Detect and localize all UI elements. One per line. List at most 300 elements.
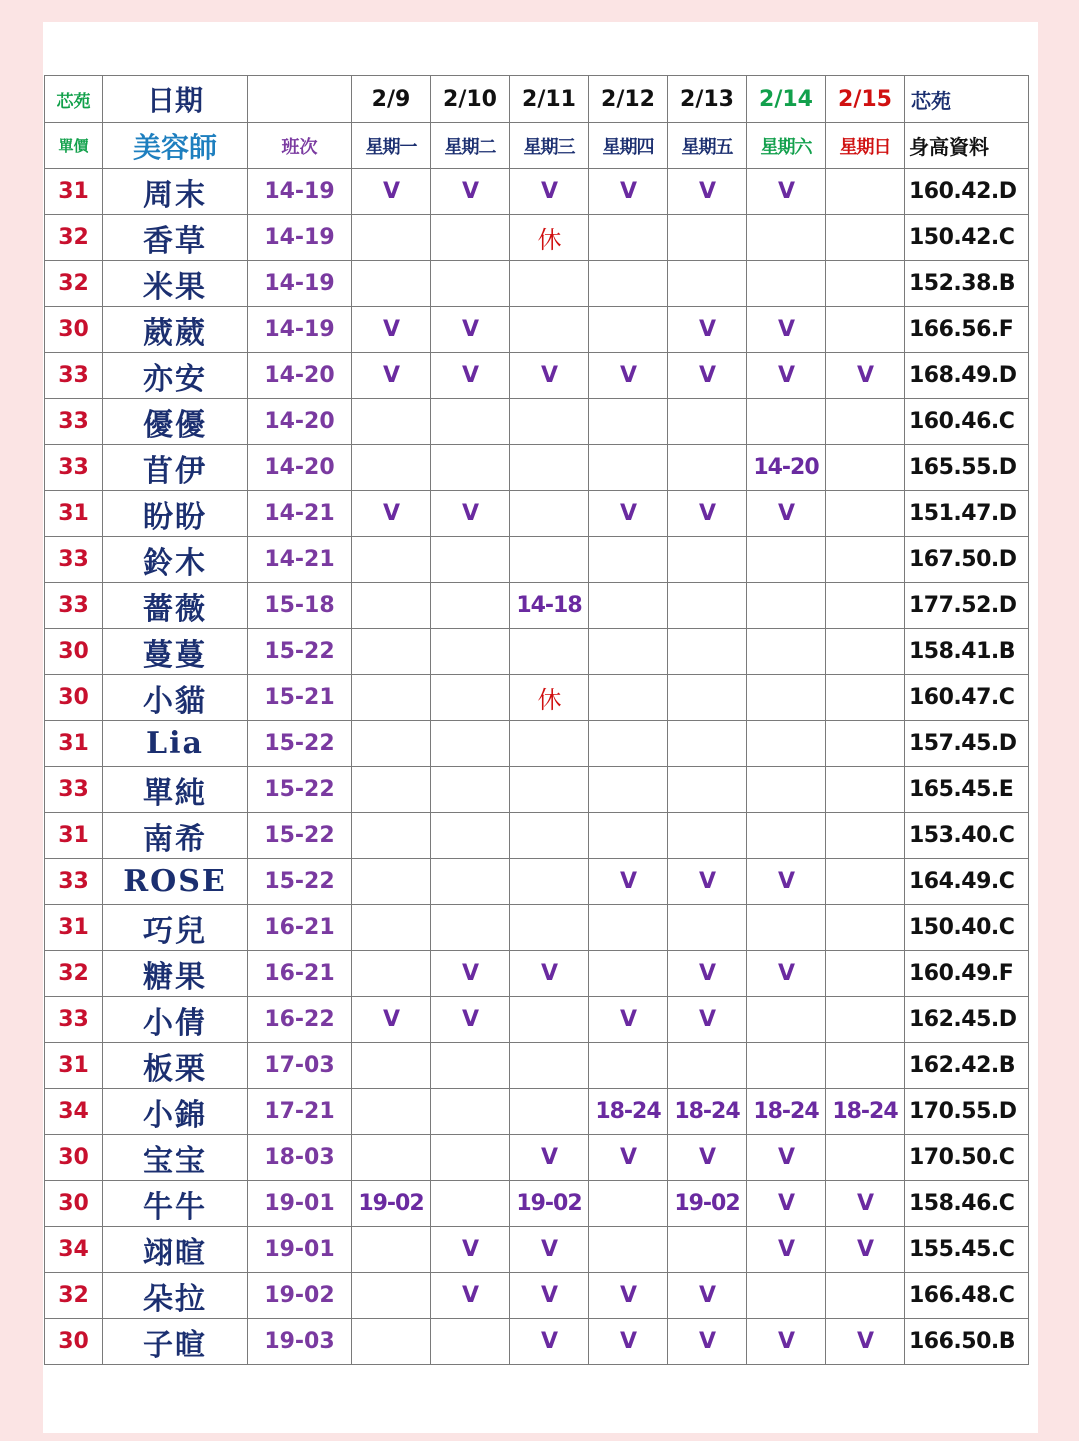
table-row (45, 1043, 1029, 1089)
beautician-name-cell: ROSE (103, 859, 248, 905)
table-row (45, 1319, 1029, 1365)
day-cell-sat: 18-24 (747, 1089, 826, 1135)
beautician-name-cell: 香草 (103, 215, 248, 261)
day-cell-wed (510, 261, 589, 307)
unit-price-cell: 33 (45, 767, 103, 813)
day-cell-sun: 18-24 (826, 1089, 905, 1135)
day-cell-mon (352, 813, 431, 859)
table-row (45, 445, 1029, 491)
height-data-cell: 151.47.D (905, 491, 1029, 537)
day-cell-thu (589, 261, 668, 307)
unit-price-cell: 30 (45, 1181, 103, 1227)
day-cell-sun (826, 767, 905, 813)
day-cell-sun (826, 215, 905, 261)
beautician-name-cell: 小錦 (103, 1089, 248, 1135)
day-cell-sun (826, 997, 905, 1043)
day-cell-wed (510, 721, 589, 767)
beautician-name-cell: 蔓蔓 (103, 629, 248, 675)
unit-price-cell: 31 (45, 491, 103, 537)
day-cell-mon (352, 1227, 431, 1273)
weekday-wed: 星期三 (510, 123, 589, 169)
day-cell-thu (589, 583, 668, 629)
height-data-cell: 165.55.D (905, 445, 1029, 491)
day-cell-fri (668, 537, 747, 583)
height-data-cell: 167.50.D (905, 537, 1029, 583)
day-cell-thu (589, 537, 668, 583)
day-cell-thu (589, 399, 668, 445)
day-cell-sat: V (747, 859, 826, 905)
day-cell-sun (826, 537, 905, 583)
height-data-cell: 160.42.D (905, 169, 1029, 215)
date-sat: 2/14 (747, 76, 826, 123)
date-thu: 2/12 (589, 76, 668, 123)
day-cell-wed (510, 491, 589, 537)
day-cell-thu (589, 951, 668, 997)
beautician-name-cell: 米果 (103, 261, 248, 307)
day-cell-tue (431, 537, 510, 583)
day-cell-mon (352, 1273, 431, 1319)
table-row (45, 951, 1029, 997)
day-cell-sun (826, 1273, 905, 1319)
day-cell-fri (668, 1043, 747, 1089)
beautician-name-cell: 亦安 (103, 353, 248, 399)
shift-cell: 15-18 (248, 583, 352, 629)
day-cell-sun (826, 307, 905, 353)
day-cell-wed (510, 767, 589, 813)
day-cell-fri: V (668, 1319, 747, 1365)
unit-price-cell: 31 (45, 905, 103, 951)
day-cell-mon (352, 1043, 431, 1089)
day-cell-sat: V (747, 307, 826, 353)
day-cell-thu (589, 767, 668, 813)
day-cell-sat (747, 261, 826, 307)
beautician-name-cell: 牛牛 (103, 1181, 248, 1227)
day-cell-tue: V (431, 951, 510, 997)
day-cell-fri (668, 215, 747, 261)
day-cell-tue (431, 445, 510, 491)
height-data-cell: 166.50.B (905, 1319, 1029, 1365)
brand-label-right: 芯苑 (905, 76, 1029, 123)
shift-cell: 15-22 (248, 813, 352, 859)
day-cell-sat: 14-20 (747, 445, 826, 491)
day-cell-sat (747, 813, 826, 859)
weekday-sun: 星期日 (826, 123, 905, 169)
day-cell-sat (747, 1273, 826, 1319)
day-cell-thu: 18-24 (589, 1089, 668, 1135)
day-cell-tue (431, 767, 510, 813)
shift-cell: 14-19 (248, 169, 352, 215)
unit-price-cell: 33 (45, 583, 103, 629)
day-cell-sun (826, 1135, 905, 1181)
day-cell-mon (352, 629, 431, 675)
day-cell-tue (431, 721, 510, 767)
day-cell-wed (510, 537, 589, 583)
table-row (45, 721, 1029, 767)
table-row (45, 353, 1029, 399)
weekday-sat: 星期六 (747, 123, 826, 169)
height-data-cell: 166.48.C (905, 1273, 1029, 1319)
height-data-cell: 177.52.D (905, 583, 1029, 629)
day-cell-wed: 休 (510, 675, 589, 721)
table-row (45, 583, 1029, 629)
day-cell-mon: V (352, 169, 431, 215)
table-row (45, 859, 1029, 905)
unit-price-cell: 33 (45, 859, 103, 905)
day-cell-sat (747, 1043, 826, 1089)
shift-cell: 14-21 (248, 537, 352, 583)
header-row-labels (45, 123, 1029, 169)
day-cell-tue (431, 859, 510, 905)
table-row (45, 399, 1029, 445)
day-cell-tue (431, 813, 510, 859)
unit-price-cell: 31 (45, 169, 103, 215)
beautician-name-cell: 小貓 (103, 675, 248, 721)
day-cell-thu (589, 721, 668, 767)
unit-price-cell: 30 (45, 1135, 103, 1181)
unit-price-cell: 34 (45, 1227, 103, 1273)
day-cell-thu: V (589, 859, 668, 905)
date-wed: 2/11 (510, 76, 589, 123)
day-cell-fri: V (668, 997, 747, 1043)
day-cell-tue: V (431, 1227, 510, 1273)
day-cell-tue (431, 583, 510, 629)
day-cell-mon (352, 445, 431, 491)
day-cell-thu: V (589, 1273, 668, 1319)
shift-cell: 15-22 (248, 767, 352, 813)
day-cell-sun (826, 905, 905, 951)
height-data-label: 身高資料 (905, 123, 1029, 169)
height-data-cell: 170.50.C (905, 1135, 1029, 1181)
day-cell-sat: V (747, 1319, 826, 1365)
day-cell-fri: 19-02 (668, 1181, 747, 1227)
unit-price-cell: 33 (45, 353, 103, 399)
weekday-fri: 星期五 (668, 123, 747, 169)
day-cell-sun (826, 261, 905, 307)
unit-price-cell: 30 (45, 629, 103, 675)
beautician-name-cell: 周末 (103, 169, 248, 215)
table-row (45, 1227, 1029, 1273)
day-cell-fri (668, 813, 747, 859)
day-cell-wed (510, 813, 589, 859)
beautician-name-cell: 板栗 (103, 1043, 248, 1089)
day-cell-fri (668, 675, 747, 721)
day-cell-mon: V (352, 491, 431, 537)
height-data-cell: 168.49.D (905, 353, 1029, 399)
day-cell-sat (747, 583, 826, 629)
day-cell-sun (826, 399, 905, 445)
height-data-cell: 157.45.D (905, 721, 1029, 767)
header-row-dates (45, 76, 1029, 123)
day-cell-sat: V (747, 1227, 826, 1273)
table-row (45, 537, 1029, 583)
day-cell-tue (431, 1319, 510, 1365)
day-cell-sun (826, 951, 905, 997)
day-cell-sun (826, 675, 905, 721)
day-cell-wed: V (510, 1273, 589, 1319)
day-cell-wed (510, 629, 589, 675)
unit-price-cell: 33 (45, 997, 103, 1043)
day-cell-tue (431, 905, 510, 951)
day-cell-fri: V (668, 307, 747, 353)
day-cell-fri: V (668, 1135, 747, 1181)
day-cell-sat (747, 675, 826, 721)
shift-cell: 15-21 (248, 675, 352, 721)
day-cell-thu (589, 905, 668, 951)
day-cell-tue (431, 261, 510, 307)
table-row (45, 1181, 1029, 1227)
day-cell-sun (826, 491, 905, 537)
table-row (45, 1089, 1029, 1135)
height-data-cell: 158.41.B (905, 629, 1029, 675)
height-data-cell: 150.40.C (905, 905, 1029, 951)
day-cell-thu (589, 629, 668, 675)
table-row (45, 1135, 1029, 1181)
table-row (45, 169, 1029, 215)
unit-price-cell: 30 (45, 307, 103, 353)
day-cell-thu: V (589, 169, 668, 215)
day-cell-thu: V (589, 1135, 668, 1181)
beautician-name-cell: 鈴木 (103, 537, 248, 583)
day-cell-sat (747, 215, 826, 261)
beautician-name-cell: 宝宝 (103, 1135, 248, 1181)
day-cell-wed: 19-02 (510, 1181, 589, 1227)
day-cell-tue (431, 1089, 510, 1135)
beautician-name-cell: 葳葳 (103, 307, 248, 353)
day-cell-wed (510, 859, 589, 905)
day-cell-tue: V (431, 307, 510, 353)
height-data-cell: 155.45.C (905, 1227, 1029, 1273)
beautician-name-cell: 糖果 (103, 951, 248, 997)
day-cell-tue (431, 629, 510, 675)
unit-price-cell: 32 (45, 261, 103, 307)
shift-cell: 14-19 (248, 261, 352, 307)
day-cell-fri (668, 721, 747, 767)
day-cell-thu: V (589, 491, 668, 537)
day-cell-mon (352, 1135, 431, 1181)
day-cell-mon (352, 675, 431, 721)
unit-price-cell: 31 (45, 1043, 103, 1089)
height-data-cell: 166.56.F (905, 307, 1029, 353)
weekday-thu: 星期四 (589, 123, 668, 169)
day-cell-wed (510, 1043, 589, 1089)
day-cell-sun: V (826, 1181, 905, 1227)
day-cell-fri (668, 445, 747, 491)
day-cell-tue (431, 1135, 510, 1181)
day-cell-thu (589, 215, 668, 261)
day-cell-tue: V (431, 997, 510, 1043)
table-row (45, 813, 1029, 859)
day-cell-sun: V (826, 1227, 905, 1273)
day-cell-mon (352, 215, 431, 261)
day-cell-sun (826, 629, 905, 675)
day-cell-wed (510, 1089, 589, 1135)
height-data-cell: 164.49.C (905, 859, 1029, 905)
shift-cell: 16-21 (248, 951, 352, 997)
day-cell-wed: V (510, 353, 589, 399)
day-cell-sat (747, 767, 826, 813)
shift-cell: 14-19 (248, 307, 352, 353)
day-cell-fri (668, 261, 747, 307)
day-cell-sat (747, 537, 826, 583)
day-cell-thu (589, 445, 668, 491)
beautician-name-cell: 子暄 (103, 1319, 248, 1365)
day-cell-fri: V (668, 491, 747, 537)
unit-price-cell: 32 (45, 215, 103, 261)
height-data-cell: 162.42.B (905, 1043, 1029, 1089)
shift-cell: 18-03 (248, 1135, 352, 1181)
unit-price-cell: 34 (45, 1089, 103, 1135)
day-cell-mon (352, 905, 431, 951)
day-cell-sat: V (747, 1181, 826, 1227)
shift-cell: 15-22 (248, 721, 352, 767)
day-cell-mon (352, 721, 431, 767)
day-cell-fri: V (668, 1273, 747, 1319)
day-cell-thu (589, 1043, 668, 1089)
day-cell-sat (747, 629, 826, 675)
day-cell-sun (826, 445, 905, 491)
day-cell-sat: V (747, 491, 826, 537)
day-cell-tue: V (431, 1273, 510, 1319)
day-cell-fri (668, 399, 747, 445)
day-cell-sun: V (826, 353, 905, 399)
beautician-name-cell: 單純 (103, 767, 248, 813)
day-cell-thu: V (589, 1319, 668, 1365)
day-cell-fri: V (668, 169, 747, 215)
day-cell-tue (431, 675, 510, 721)
schedule-table (44, 75, 1029, 1365)
day-cell-tue (431, 1181, 510, 1227)
beautician-name-cell: 苜伊 (103, 445, 248, 491)
weekday-mon: 星期一 (352, 123, 431, 169)
day-cell-thu (589, 813, 668, 859)
unit-price-cell: 33 (45, 445, 103, 491)
day-cell-wed: V (510, 1135, 589, 1181)
shift-label: 班次 (248, 123, 352, 169)
beautician-name-cell: 薔薇 (103, 583, 248, 629)
shift-cell: 14-21 (248, 491, 352, 537)
table-row (45, 997, 1029, 1043)
date-tue: 2/10 (431, 76, 510, 123)
day-cell-mon (352, 767, 431, 813)
day-cell-thu: V (589, 353, 668, 399)
unit-price-cell: 31 (45, 721, 103, 767)
day-cell-fri (668, 629, 747, 675)
day-cell-sat: V (747, 951, 826, 997)
unit-price-cell: 32 (45, 1273, 103, 1319)
day-cell-wed (510, 905, 589, 951)
day-cell-wed (510, 445, 589, 491)
unit-price-cell: 30 (45, 1319, 103, 1365)
unit-price-cell: 33 (45, 537, 103, 583)
date-label: 日期 (103, 76, 248, 123)
day-cell-sun (826, 583, 905, 629)
day-cell-thu: V (589, 997, 668, 1043)
day-cell-fri: V (668, 353, 747, 399)
day-cell-wed: V (510, 1319, 589, 1365)
height-data-cell: 160.49.F (905, 951, 1029, 997)
day-cell-sun (826, 169, 905, 215)
day-cell-fri: V (668, 951, 747, 997)
day-cell-sat (747, 721, 826, 767)
day-cell-sun (826, 813, 905, 859)
day-cell-tue (431, 399, 510, 445)
height-data-cell: 160.46.C (905, 399, 1029, 445)
beautician-label: 美容師 (103, 123, 248, 169)
shift-cell: 19-01 (248, 1181, 352, 1227)
shift-cell: 16-21 (248, 905, 352, 951)
shift-cell: 14-19 (248, 215, 352, 261)
beautician-name-cell: 優優 (103, 399, 248, 445)
day-cell-thu (589, 1227, 668, 1273)
day-cell-tue: V (431, 169, 510, 215)
table-row (45, 767, 1029, 813)
day-cell-sun (826, 859, 905, 905)
day-cell-tue (431, 215, 510, 261)
beautician-name-cell: 小倩 (103, 997, 248, 1043)
day-cell-fri: V (668, 859, 747, 905)
day-cell-mon: V (352, 997, 431, 1043)
date-mon: 2/9 (352, 76, 431, 123)
header-blank-cell (248, 76, 352, 123)
day-cell-tue: V (431, 491, 510, 537)
beautician-name-cell: Lia (103, 721, 248, 767)
day-cell-thu (589, 675, 668, 721)
day-cell-fri (668, 767, 747, 813)
shift-cell: 14-20 (248, 445, 352, 491)
day-cell-tue (431, 1043, 510, 1089)
shift-cell: 14-20 (248, 353, 352, 399)
shift-cell: 15-22 (248, 629, 352, 675)
day-cell-sat (747, 399, 826, 445)
day-cell-sat (747, 905, 826, 951)
brand-label-left: 芯苑 (45, 76, 103, 123)
day-cell-mon (352, 583, 431, 629)
beautician-name-cell: 盼盼 (103, 491, 248, 537)
unit-price-cell: 32 (45, 951, 103, 997)
height-data-cell: 170.55.D (905, 1089, 1029, 1135)
day-cell-mon (352, 859, 431, 905)
shift-cell: 19-01 (248, 1227, 352, 1273)
day-cell-fri (668, 583, 747, 629)
day-cell-wed: 14-18 (510, 583, 589, 629)
unit-price-label: 單價 (45, 123, 103, 169)
table-row (45, 675, 1029, 721)
table-row (45, 261, 1029, 307)
height-data-cell: 150.42.C (905, 215, 1029, 261)
shift-cell: 19-03 (248, 1319, 352, 1365)
day-cell-fri (668, 1227, 747, 1273)
shift-cell: 17-03 (248, 1043, 352, 1089)
unit-price-cell: 31 (45, 813, 103, 859)
day-cell-fri (668, 905, 747, 951)
day-cell-wed (510, 997, 589, 1043)
shift-cell: 17-21 (248, 1089, 352, 1135)
table-row (45, 491, 1029, 537)
height-data-cell: 158.46.C (905, 1181, 1029, 1227)
day-cell-mon: 19-02 (352, 1181, 431, 1227)
beautician-name-cell: 巧兒 (103, 905, 248, 951)
shift-cell: 15-22 (248, 859, 352, 905)
table-row (45, 629, 1029, 675)
day-cell-wed: V (510, 169, 589, 215)
day-cell-fri: 18-24 (668, 1089, 747, 1135)
date-sun: 2/15 (826, 76, 905, 123)
table-row (45, 307, 1029, 353)
shift-cell: 14-20 (248, 399, 352, 445)
day-cell-sat (747, 997, 826, 1043)
table-row (45, 1273, 1029, 1319)
weekday-tue: 星期二 (431, 123, 510, 169)
